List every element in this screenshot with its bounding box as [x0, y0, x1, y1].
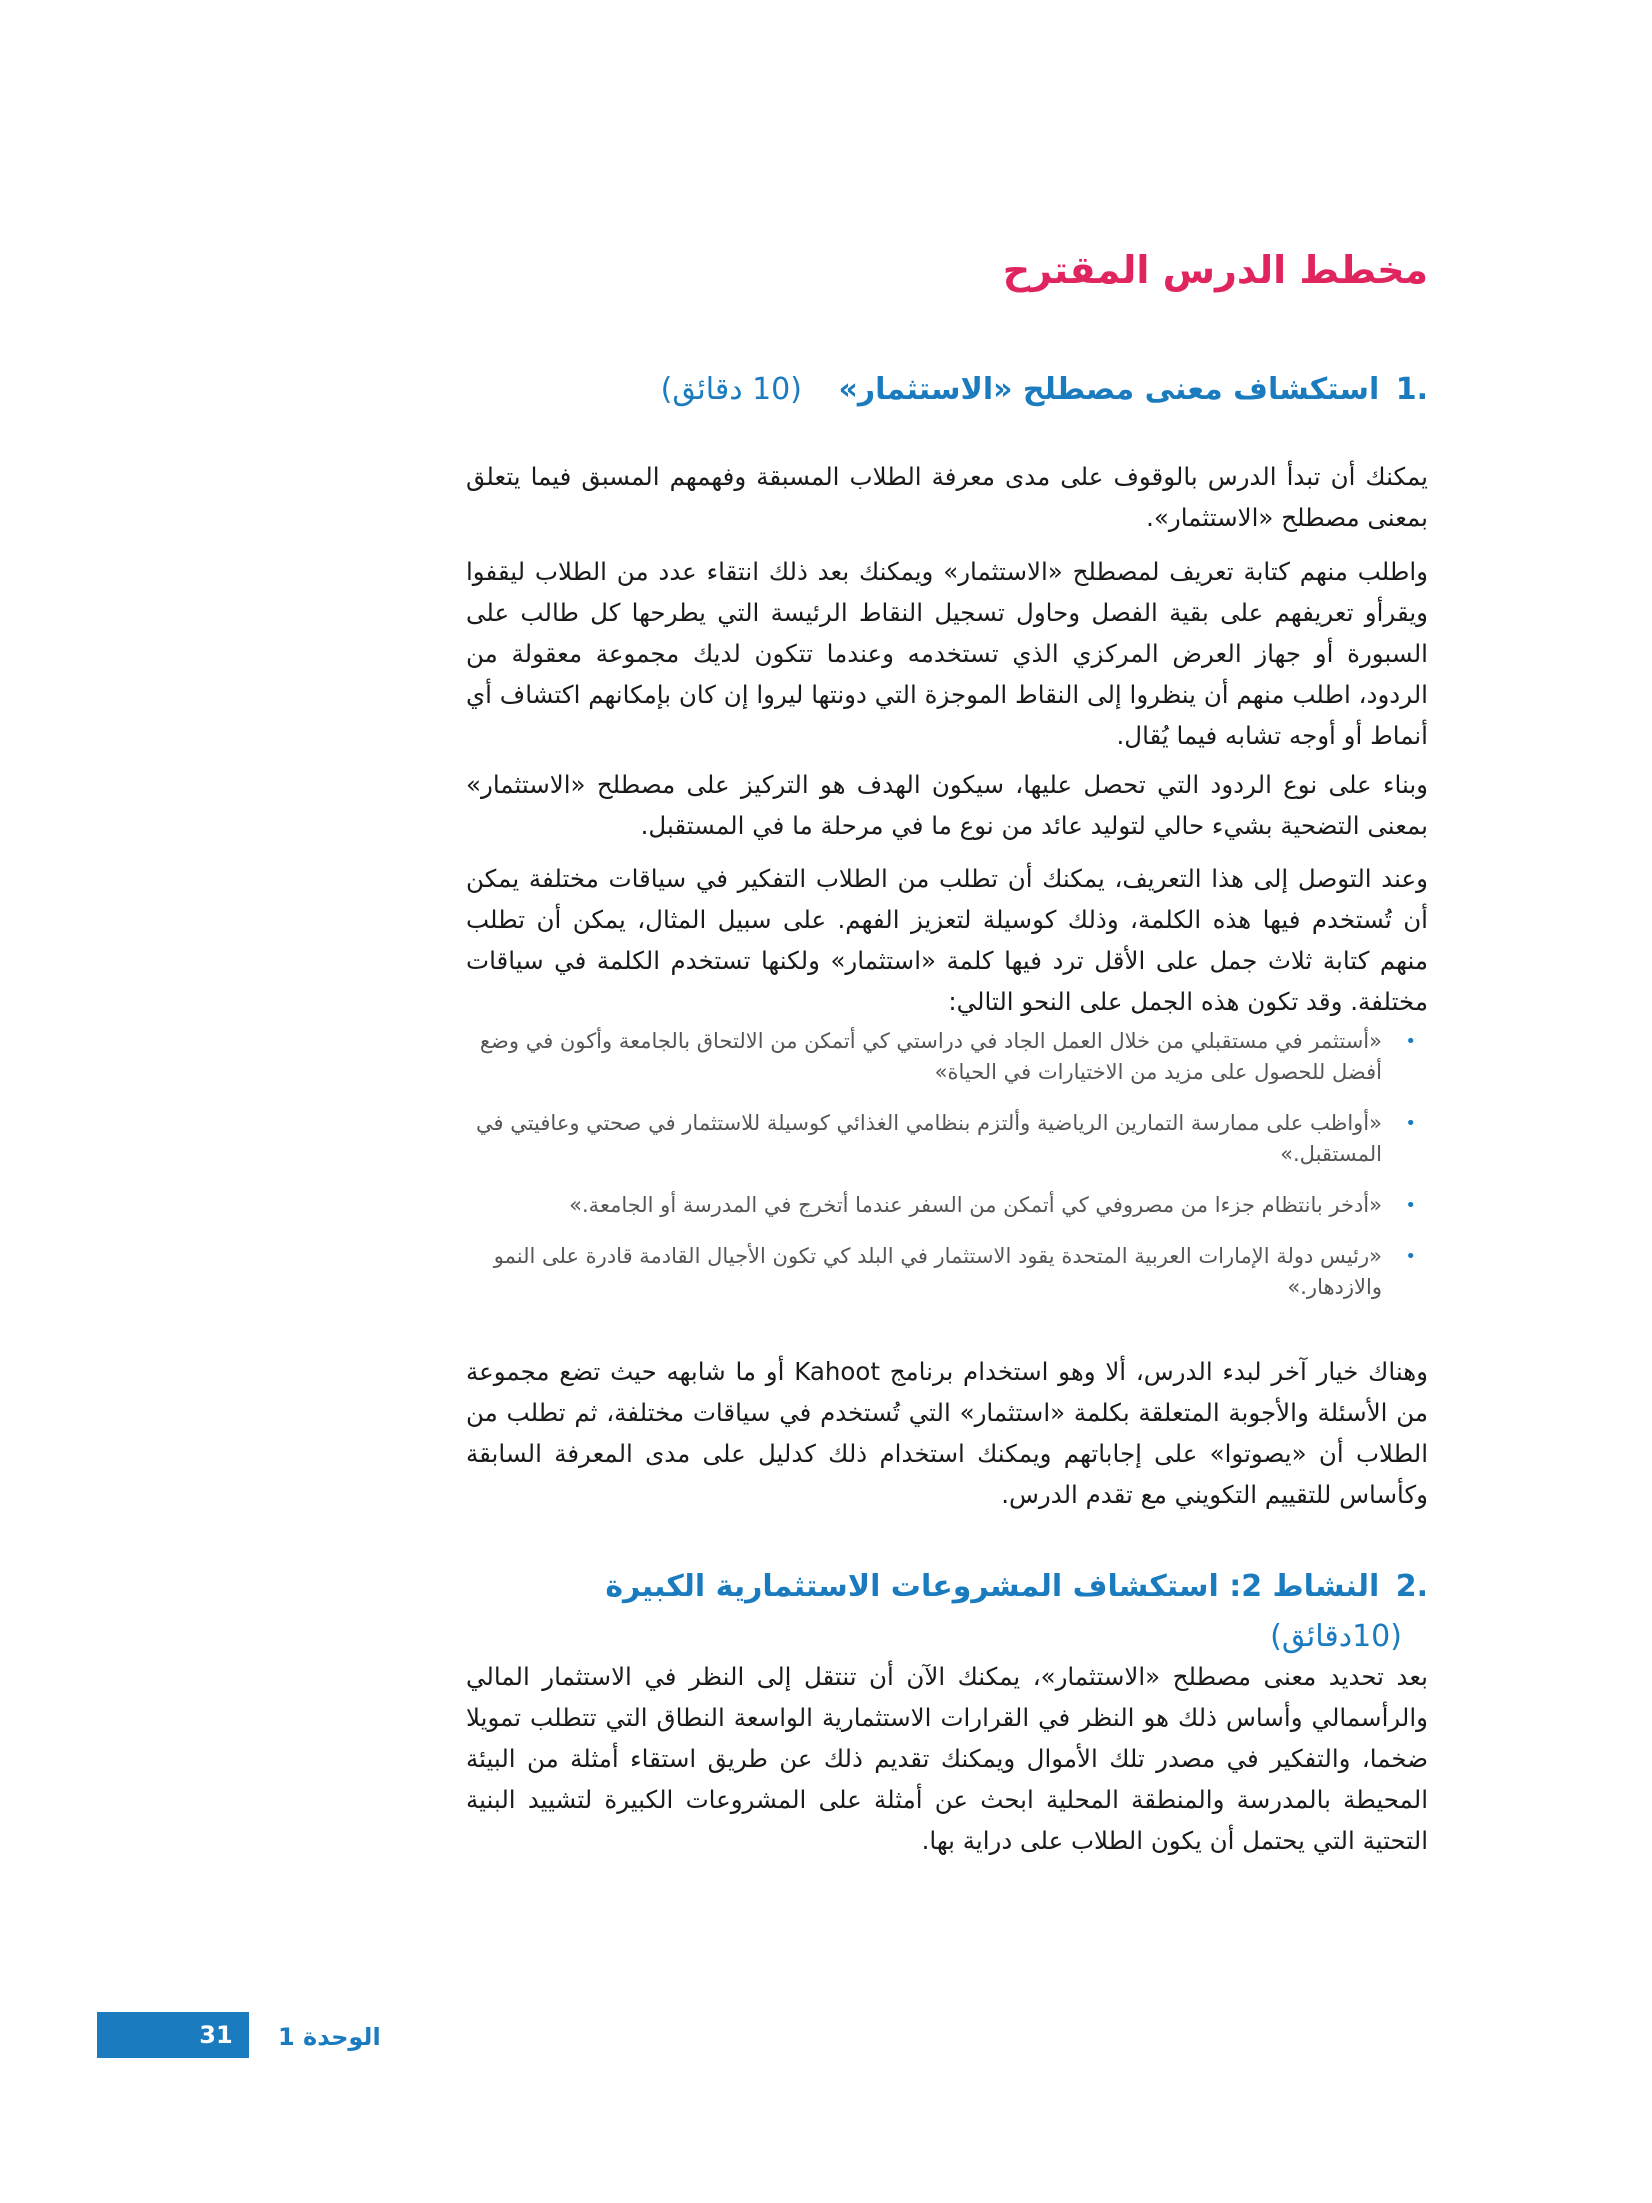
- bullet-icon: •: [1405, 1246, 1416, 1267]
- paragraph-kahoot: وهناك خيار آخر لبدء الدرس، ألا وهو استخدام برنامج Kahoot أو ما شابهه حيث تضع مجموعة من الأسئلة والأجوبة المتعلقة بكلمة «استثمار» التي تُستخدم في سياقات مختلفة، ثم تطلب من الطلاب أن «يصوتوا» على إجاباتهم ويمكنك استخدام ذلك كدليل على مدى المعرفة السابقة وكأساس للتقييم التكويني مع تقدم الدرس.: [466, 1357, 1428, 1509]
- example-text: «أستثمر في مستقبلي من خلال العمل الجاد في دراستي كي أتمكن من الالتحاق بالجامعة وأكون في وضع أفضل للحصول على مزيد من الاختيارات في الحياة»: [479, 1029, 1382, 1084]
- example-sentences-list: [466, 1026, 1428, 1323]
- bullet-icon: •: [1405, 1113, 1416, 1134]
- section-heading-2: [466, 1562, 1428, 1662]
- page-number: 31: [199, 2021, 233, 2049]
- paragraph-contexts: وعند التوصل إلى هذا التعريف، يمكنك أن تطلب من الطلاب التفكير في سياقات مختلفة يمكن أن تُستخدم فيها هذه الكلمة، وذلك كوسيلة لتعزيز الفهم. على سبيل المثال، يمكن أن تطلب منهم كتابة ثلاث جمل على الأقل ترد فيها كلمة «استثمار» ولكنها تستخدم الكلمة في سياقات مختلفة. وقد تكون هذه الجمل على النحو التالي:: [466, 864, 1428, 1016]
- paragraph-define: واطلب منهم كتابة تعريف لمصطلح «الاستثمار» ويمكنك بعد ذلك انتقاء عدد من الطلاب ليقفوا ويقرأو تعريفهم على بقية الفصل وحاول تسجيل النقاط الرئيسة التي يطرحها كل طالب على السبورة أو جهاز العرض المركزي الذي تستخدمه وعندما تتكون لديك مجموعة معقولة من الردود، اطلب منهم أن ينظروا إلى النقاط الموجزة التي دونتها ليروا إن كان بإمكانهم اكتشاف أي أنماط أو أوجه تشابه فيما يُقال.: [466, 557, 1428, 750]
- section-number: .1: [1395, 372, 1428, 407]
- list-item: [466, 1190, 1428, 1221]
- page-title: مخطط الدرس المقترح: [1002, 248, 1428, 292]
- section-number: .2: [1395, 1569, 1428, 1604]
- paragraph-focus: وبناء على نوع الردود التي تحصل عليها، سيكون الهدف هو التركيز على مصطلح «الاستثمار» بمعنى التضحية بشيء حالي لتوليد عائد من نوع ما في مرحلة ما في المستقبل.: [466, 770, 1428, 840]
- paragraph-capital-investment: بعد تحديد معنى مصطلح «الاستثمار»، يمكنك الآن أن تنتقل إلى النظر في الاستثمار المالي والرأسمالي وأساس ذلك هو النظر في القرارات الاستثمارية الواسعة النطاق التي تتطلب تمويلا ضخما، والتفكير في مصدر تلك الأموال ويمكنك تقديم ذلك عن طريق استقاء أمثلة من البيئة المحيطة بالمدرسة والمنطقة المحلية ابحث عن أمثلة على المشروعات الكبيرة لتشييد البنية التحتية التي يحتمل أن يكون الطلاب على دراية بها.: [466, 1662, 1428, 1855]
- section-heading-1: [466, 365, 1428, 415]
- bullet-icon: •: [1405, 1195, 1416, 1216]
- section-label: استكشاف معنى مصطلح «الاستثمار»: [838, 372, 1380, 407]
- bullet-icon: •: [1405, 1031, 1416, 1052]
- example-text: «رئيس دولة الإمارات العربية المتحدة يقود الاستثمار في البلد كي تكون الأجيال القادمة قادرة على النمو والازدهار.»: [493, 1244, 1382, 1299]
- section-duration: (10 دقائق): [660, 372, 802, 407]
- example-text: «أدخر بانتظام جزءا من مصروفي كي أتمكن من السفر عندما أتخرج في المدرسة أو الجامعة.»: [569, 1193, 1382, 1217]
- list-item: [466, 1108, 1428, 1170]
- section-label: النشاط 2: استكشاف المشروعات الاستثمارية الكبيرة: [605, 1569, 1380, 1604]
- example-text: «أواظب على ممارسة التمارين الرياضية وألتزم بنظامي الغذائي كوسيلة للاستثمار في صحتي وعافيتي في المستقبل.»: [475, 1111, 1382, 1166]
- section-duration: (10دقائق): [1270, 1619, 1402, 1654]
- list-item: [466, 1026, 1428, 1088]
- paragraph-intro: يمكنك أن تبدأ الدرس بالوقوف على مدى معرفة الطلاب المسبقة وفهمهم المسبق فيما يتعلق بمعنى مصطلح «الاستثمار».: [466, 462, 1428, 532]
- unit-label: الوحدة 1: [278, 2023, 381, 2051]
- list-item: [466, 1241, 1428, 1303]
